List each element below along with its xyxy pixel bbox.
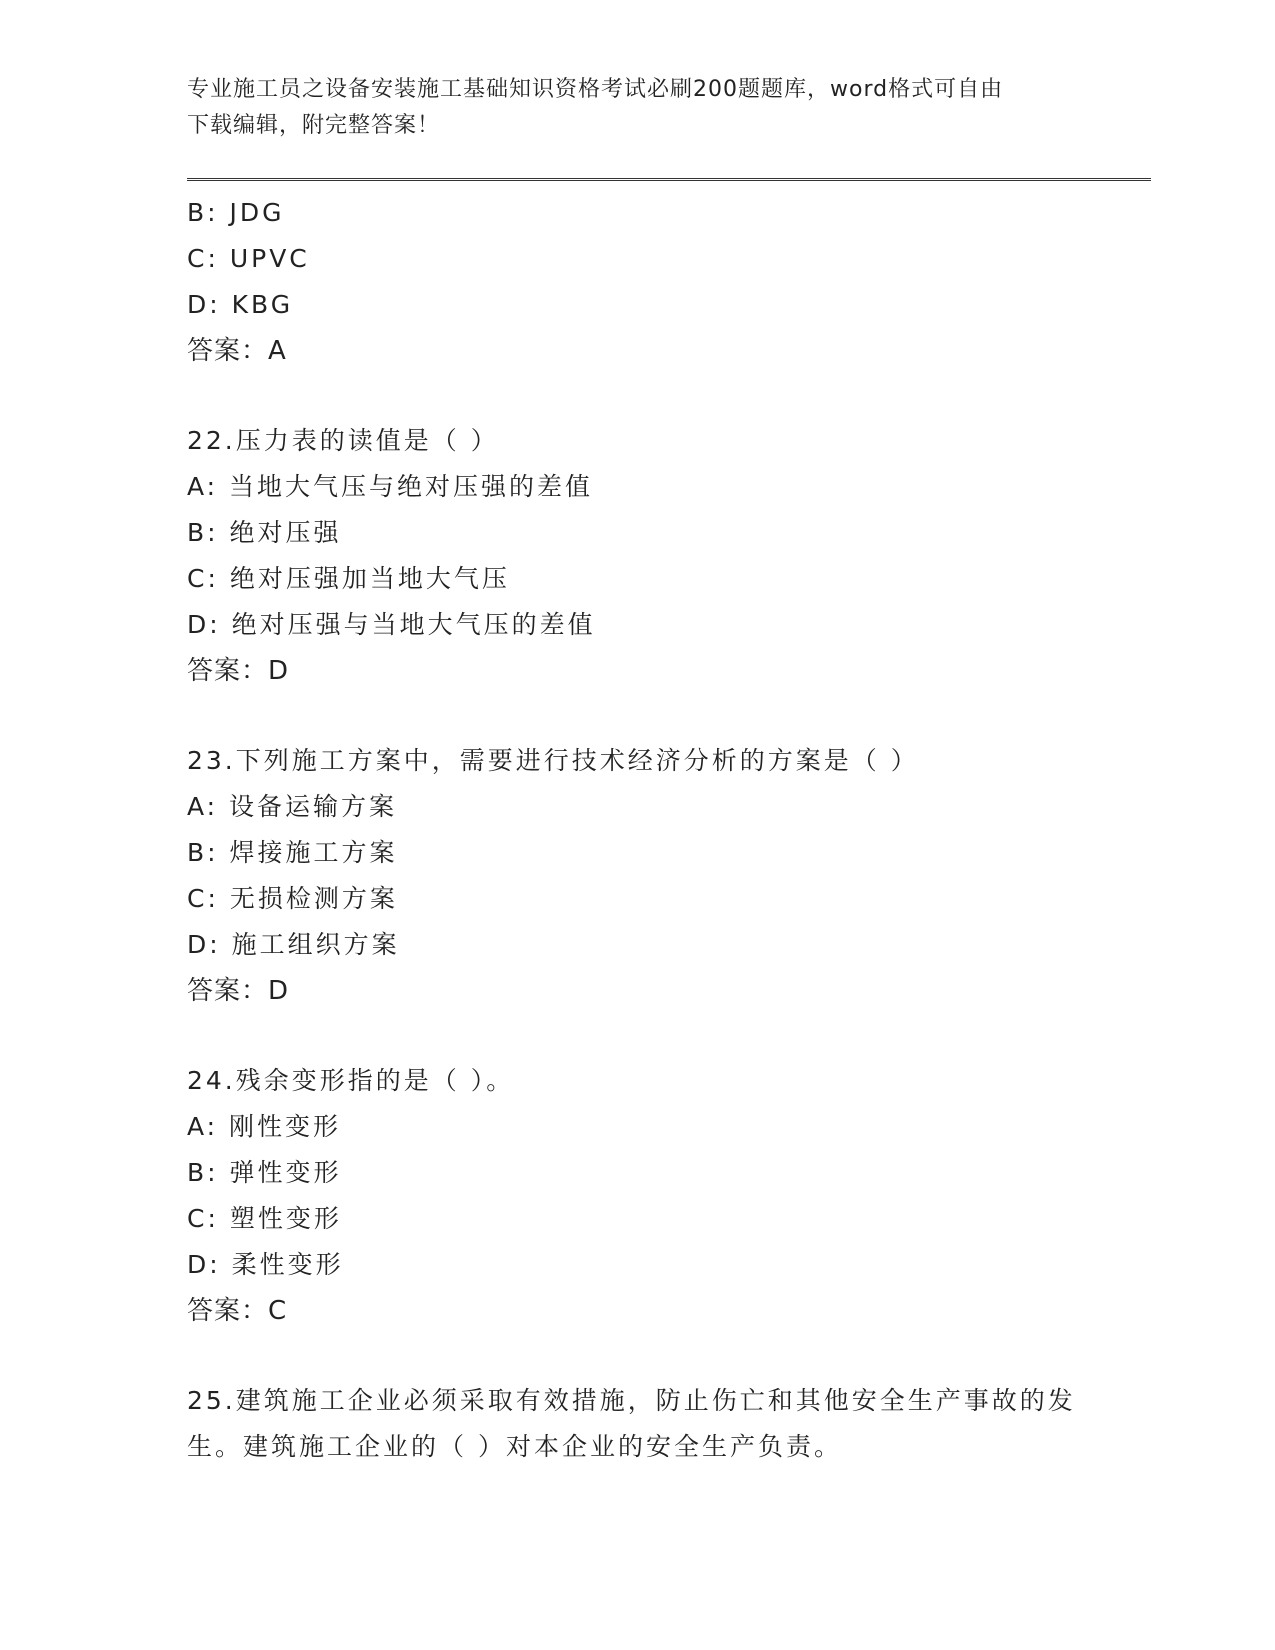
header-line-2: 下载编辑，附完整答案！ [187,113,441,138]
question-text: 22.压力表的读值是（ ） [187,426,499,455]
answer-line: 答案：D [187,656,290,686]
option-d: D: 施工组织方案 [187,930,400,959]
option-c: C: 塑性变形 [187,1204,342,1233]
question-text: 24.残余变形指的是（ ）。 [187,1066,515,1095]
option-b: B: JDG [187,198,285,227]
option-c: C: 绝对压强加当地大气压 [187,564,510,593]
question-21-continuation [187,190,1087,374]
option-c: C: 无损检测方案 [187,884,398,913]
answer-line: 答案：A [187,336,287,366]
option-a: A: 刚性变形 [187,1112,342,1141]
answer-line: 答案：C [187,1296,288,1326]
option-d: D: KBG [187,290,294,319]
question-text: 25.建筑施工企业必须采取有效措施，防止伤亡和其他安全生产事故的发生。建筑施工企业的（ ）对本企业的安全生产负责。 [187,1386,1076,1461]
option-d: D: 绝对压强与当地大气压的差值 [187,610,596,639]
header-divider [187,178,1151,181]
header-line-1: 专业施工员之设备安装施工基础知识资格考试必刷200题题库，word格式可自由 [187,77,1004,102]
option-b: B: 焊接施工方案 [187,838,398,867]
question-24 [187,1058,1087,1334]
document-body [187,190,1087,1470]
answer-line: 答案：D [187,976,290,1006]
option-a: A: 设备运输方案 [187,792,398,821]
question-23 [187,738,1087,1014]
question-25 [187,1378,1087,1470]
question-text: 23.下列施工方案中，需要进行技术经济分析的方案是（ ） [187,746,919,775]
option-c: C: UPVC [187,244,310,273]
option-b: B: 绝对压强 [187,518,342,547]
option-a: A: 当地大气压与绝对压强的差值 [187,472,594,501]
option-b: B: 弹性变形 [187,1158,342,1187]
question-22 [187,418,1087,694]
page-header [187,72,1067,144]
option-d: D: 柔性变形 [187,1250,344,1279]
